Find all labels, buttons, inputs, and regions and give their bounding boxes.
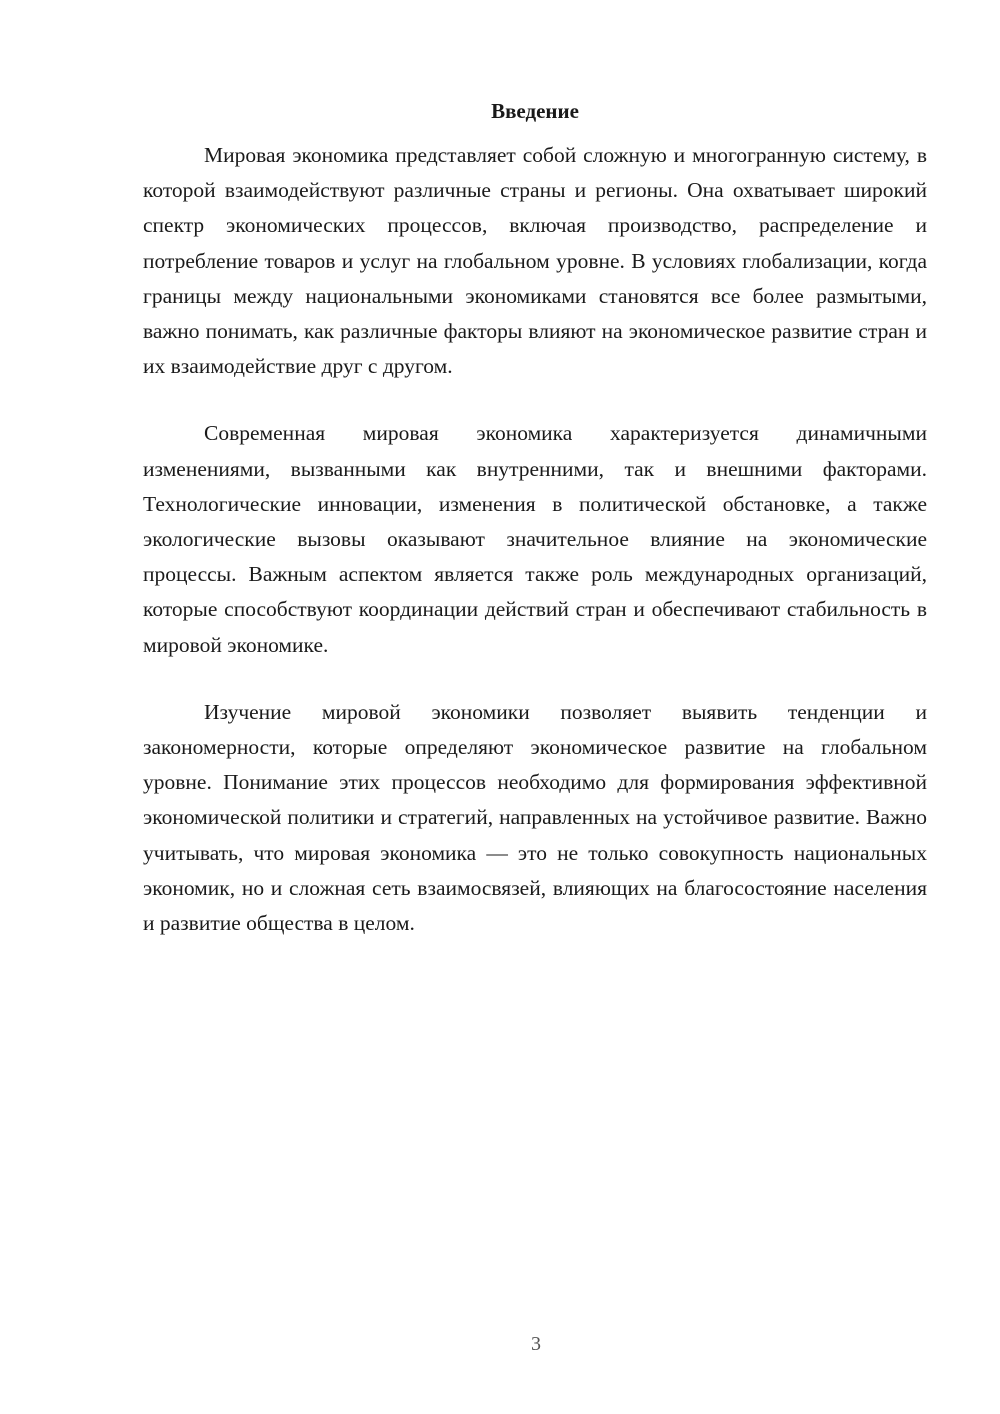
paragraph-2: Современная мировая экономика характеризуется динамичными изменениями, вызванными как внутренними, так и внешними факторами. Технологические инновации, изменения в политической обстановке, а также экологические вызовы оказывают значительное влияние на экономические процессы. Важным аспектом является также роль международных организаций, которые способствуют координации действий стран и обеспечивают стабильность в мировой экономике. — [143, 421, 927, 657]
section-heading: Введение — [491, 99, 579, 123]
page-number: 3 — [531, 1333, 541, 1355]
paragraph-3: Изучение мировой экономики позволяет выявить тенденции и закономерности, которые определяют экономическое развитие на глобальном уровне. Понимание этих процессов необходимо для формирования эффективной экономической политики и стратегий, направленных на устойчивое развитие. Важно учитывать, что мировая экономика — это не только совокупность национальных экономик, но и сложная сеть взаимосвязей, влияющих на благосостояние населения и развитие общества в целом. — [143, 699, 927, 936]
page-content — [143, 96, 927, 973]
paragraph-1: Мировая экономика представляет собой сложную и многогранную систему, в которой взаимодействуют различные страны и регионы. Она охватывает широкий спектр экономических процессов, включая производство, распределение и потребление товаров и услуг на глобальном уровне. В условиях глобализации, когда границы между национальными экономиками становятся все более размытыми, важно понимать, как различные факторы влияют на экономическое развитие стран и их взаимодействие друг с другом. — [143, 143, 927, 379]
